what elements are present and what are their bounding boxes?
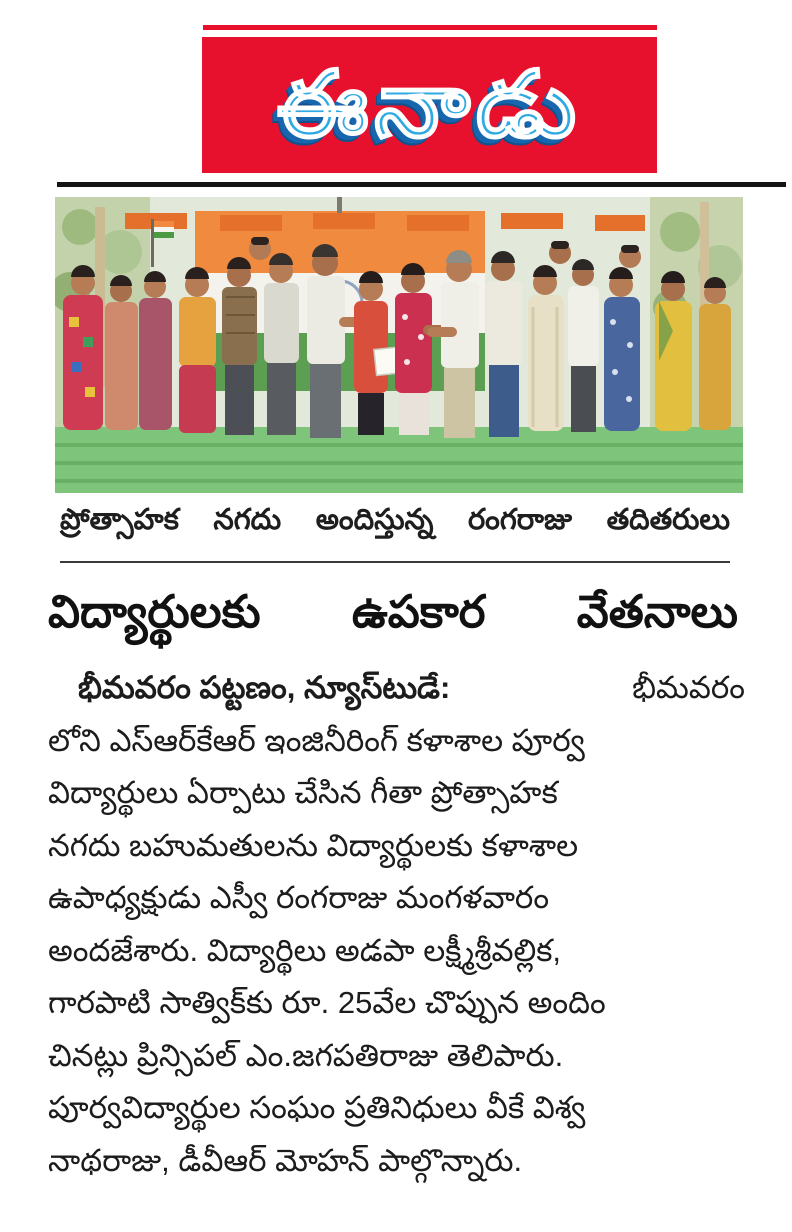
- article-dateline: భీమవరం పట్టణం, న్యూస్‌టుడే:: [78, 670, 451, 705]
- article-line: అందజేశారు. విద్యార్థిలు అడపా లక్ష్మీశ్రీవల్లిక,: [48, 932, 562, 968]
- masthead-top-rule: [203, 25, 657, 30]
- article-line: నాథరాజు, డీవీఆర్ మోహన్ పాల్గొన్నారు.: [48, 1142, 523, 1178]
- eenadu-logo: ఈనాడు: [277, 54, 582, 156]
- article-line: నగదు బహుమతులను విద్యార్థులకు కళాశాల: [48, 827, 579, 863]
- article-line: ఉపాధ్యక్షుడు ఎస్వీ రంగరాజు మంగళవారం: [48, 880, 550, 915]
- masthead: [202, 37, 657, 173]
- article-line: గారపాటి సాత్విక్‌కు రూ. 25వేల చొప్పున అందిం: [48, 985, 606, 1020]
- article-line: లోని ఎస్ఆర్‌కేఆర్ ఇంజినీరింగ్ కళాశాల పూర్వ: [48, 722, 585, 758]
- article-body: [48, 662, 745, 1187]
- section-divider-rule: [57, 182, 786, 187]
- photo-illustration: [55, 197, 743, 493]
- article-line: విద్యార్థులు ఏర్పాటు చేసిన గీతా ప్రోత్సాహక: [48, 775, 558, 810]
- article-line: చినట్లు ప్రిన్సిపల్ ఎం.జగపతిరాజు తెలిపారు.: [48, 1037, 564, 1073]
- stage-floor: [55, 427, 743, 493]
- caption-divider-rule: [60, 561, 730, 563]
- article-line: [48, 662, 745, 715]
- article-line: పూర్వవిద్యార్థుల సంఘం ప్రతినిధులు వీకే విశ్వ: [48, 1090, 586, 1125]
- article-photo: [55, 197, 743, 493]
- photo-caption: ప్రోత్సాహక నగదు అందిస్తున్న రంగరాజు తదితరులు: [60, 504, 730, 536]
- article-line-text: భీమవరం: [632, 670, 745, 705]
- article-headline: విద్యార్థులకు ఉపకార వేతనాలు: [48, 586, 738, 637]
